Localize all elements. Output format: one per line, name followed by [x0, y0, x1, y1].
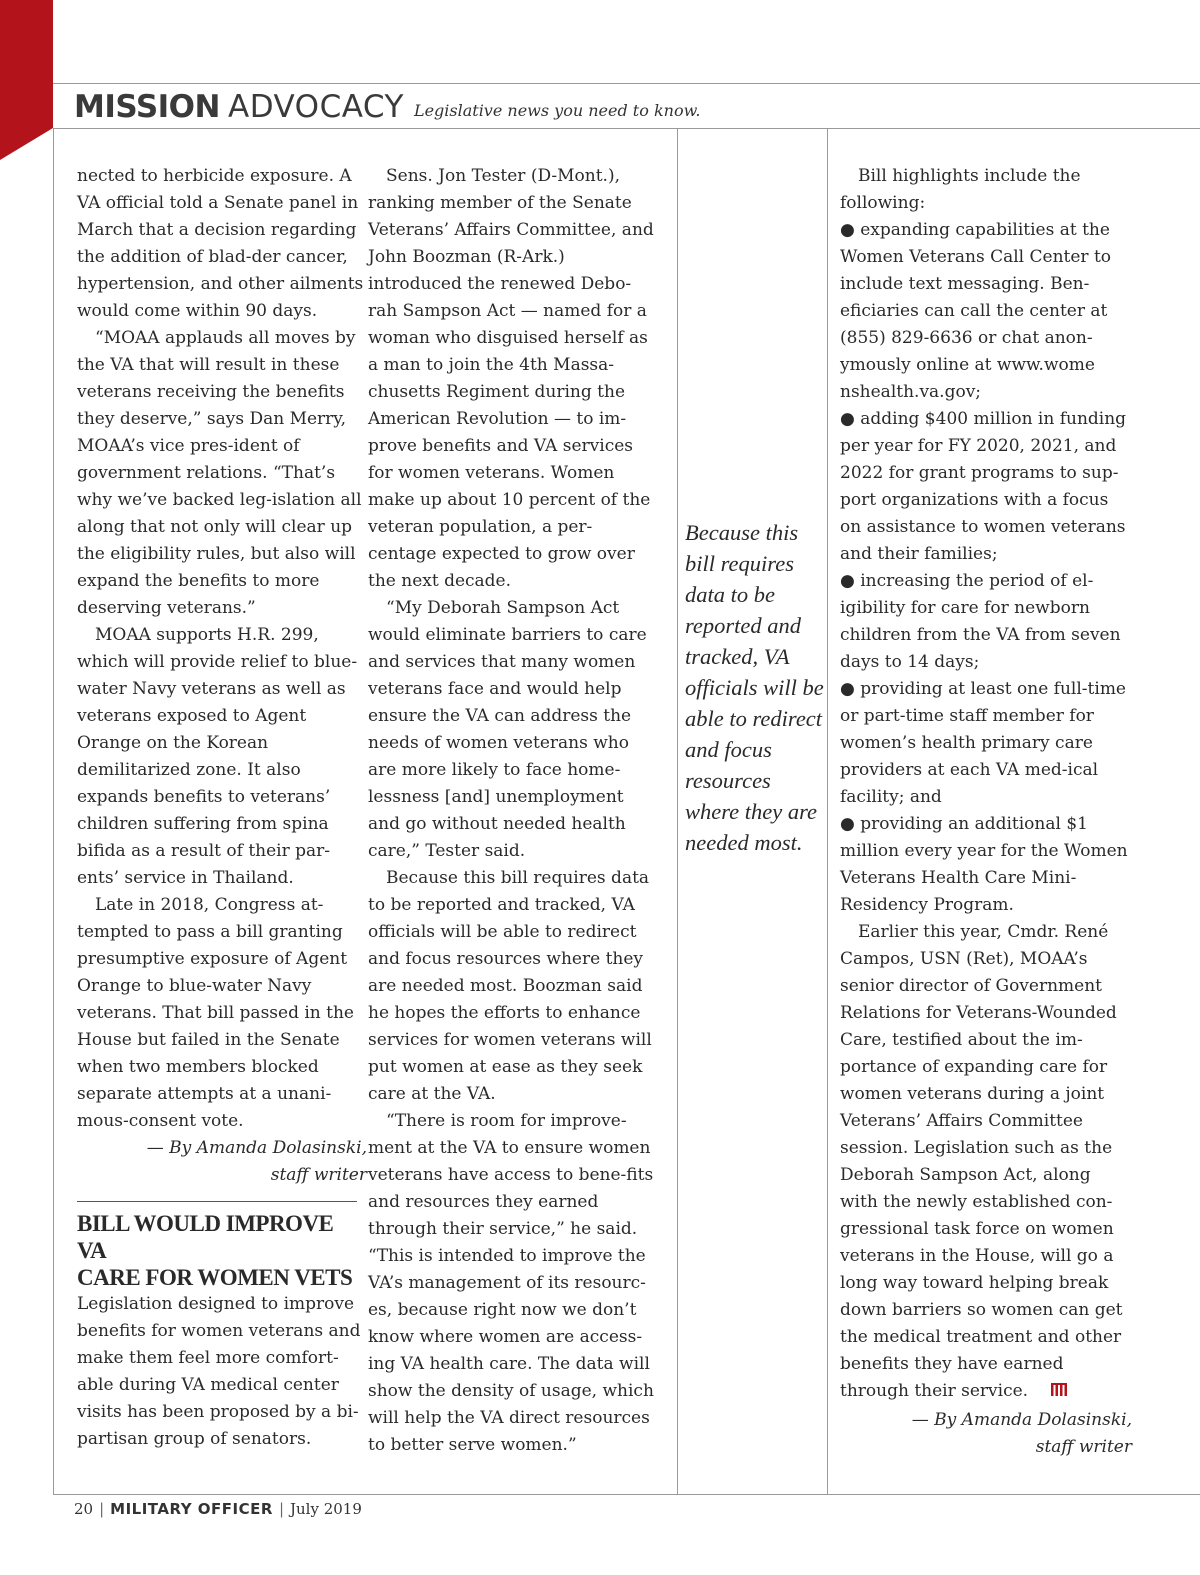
section-header	[74, 86, 700, 128]
page-footer	[74, 1498, 362, 1520]
end-mark-icon	[1032, 1380, 1068, 1407]
closing-paragraph	[840, 919, 1132, 1407]
article2-paragraph: Sens. Jon Tester (D-Mont.), ranking member of the Senate Veterans’ Affairs Committee, and John Boozman (R-Ark.) introduced the renewed Debo-rah Sampson Act — named for a woman who disguised herself as a man to join the 4th Massa-chusetts Regiment during the American Revolution — to im-prove benefits and VA services for women veterans. Women make up about 10 percent of the veteran population, a per-centage expected to grow over the next decade.	[368, 166, 654, 591]
end-mark-icon-shape	[1050, 1382, 1068, 1398]
article2-byline-role: staff writer	[1035, 1437, 1132, 1457]
pull-quote: Because this bill requires data to be reported and tracked, VA officials will be able to redirect and focus resources where they are needed most.	[685, 520, 824, 855]
footer-separator: |	[278, 1500, 284, 1518]
highlights-intro: Bill highlights include the following:	[840, 166, 1081, 213]
article1-byline-role: staff writer	[270, 1165, 367, 1185]
article1-paragraph: Late in 2018, Congress at-tempted to pass a bill granting presumptive exposure of Agent Orange to blue-water Navy veterans. That bill passed in the House but failed in the Senate when two members blocked separate attempts at a unani-mous-consent vote.	[77, 895, 354, 1131]
highlight-item: ● expanding capabilities at the Women Veterans Call Center to include text messaging. Ben-eficiaries can call the center at (855) 829-6636 or chat anon-ymously online at www.wome nshealth.va.gov;	[840, 220, 1112, 402]
closing-paragraph-text: Earlier this year, Cmdr. René Campos, USN (Ret), MOAA’s senior director of Government Relations for Veterans-Wounded Care, testified about the im-portance of expanding care for women veterans during a joint Veterans’ Affairs Committee session. Legislation such as the Deborah Sampson Act, along with the newly established con-gressional task force on women veterans in the House, will go a long way toward helping break down barriers so women can get the medical treatment and other benefits they have earned through their service.	[840, 922, 1123, 1401]
article1-paragraph: “MOAA applauds all moves by the VA that will result in these veterans receiving the benefits they deserve,” says Dan Merry, MOAA’s vice pres-ident of government relations. “That’s why we’ve backed leg-islation all along that not only will clear up the eligibility rules, but also will expand the benefits to more deserving veterans.”	[77, 328, 362, 618]
article2-paragraph: Because this bill requires data to be reported and tracked, VA officials will be able to redirect and focus resources where they are needed most. Boozman said he hopes the efforts to enhance services for women veterans will put women at ease as they seek care at the VA.	[368, 868, 652, 1104]
column-divider-left	[53, 128, 54, 1494]
column-1	[77, 163, 367, 1453]
highlight-item: ● increasing the period of el-igibility for care for newborn children from the VA from seven days to 14 days;	[840, 571, 1121, 672]
red-corner-tab	[0, 0, 53, 160]
footer-separator: |	[99, 1500, 105, 1518]
article2-byline-name: — By Amanda Dolasinski,	[911, 1410, 1132, 1430]
article2-headline-line1: BILL WOULD IMPROVE VA	[77, 1211, 334, 1263]
highlight-item: ● providing an additional $1 million every year for the Women Veterans Health Care Mini-Residency Program.	[840, 814, 1128, 915]
article-separator-rule	[77, 1201, 357, 1202]
article2-lead-paragraph: Legislation designed to improve benefits for women veterans and make them feel more comfort-able during VA medical center visits has been proposed by a bi-partisan group of senators.	[77, 1294, 361, 1449]
article1-paragraph: MOAA supports H.R. 299, which will provide relief to blue-water Navy veterans as well as veterans exposed to Agent Orange on the Korean demilitarized zone. It also expands benefits to veterans’ children suffering from spina bifida as a result of their par-ents’ service in Thailand.	[77, 625, 358, 888]
column-4	[840, 163, 1132, 1461]
highlight-item: ● providing at least one full-time or part-time staff member for women’s health primary care providers at each VA med-ical facility; and	[840, 679, 1126, 807]
publication-name: MILITARY OFFICER	[110, 1500, 273, 1518]
article1-byline-name: — By Amanda Dolasinski,	[146, 1138, 367, 1158]
section-title-light: ADVOCACY	[227, 89, 404, 125]
article2-headline-line2: CARE FOR WOMEN VETS	[77, 1265, 353, 1290]
article2-paragraph: “My Deborah Sampson Act would eliminate barriers to care and services that many women veterans face and would help ensure the VA can address the needs of women veterans who are more likely to face home-lessness [and] unemployment and go without needed health care,” Tester said.	[368, 598, 647, 861]
bottom-rule	[53, 1494, 1200, 1495]
page-number: 20	[74, 1500, 94, 1518]
column-2	[368, 163, 658, 1459]
article1-paragraph: nected to herbicide exposure. A VA official told a Senate panel in March that a decision regarding the addition of blad-der cancer, hypertension, and other ailments would come within 90 days.	[77, 166, 364, 321]
article2-paragraph: “There is room for improve-ment at the VA to ensure women veterans have access to bene-fits and resources they earned through their service,” he said. “This is intended to improve the VA’s management of its resourc-es, because right now we don’t know where women are access-ing VA health care. The data will show the density of usage, which will help the VA direct resources to better serve women.”	[368, 1111, 654, 1455]
column-divider-pullquote-left	[677, 128, 678, 1494]
highlight-item: ● adding $400 million in funding per year for FY 2020, 2021, and 2022 for grant programs to sup-port organizations with a focus on assistance to women veterans and their families;	[840, 409, 1127, 564]
section-tagline: Legislative news you need to know.	[413, 100, 701, 120]
issue-date: July 2019	[290, 1500, 362, 1518]
top-rule	[53, 83, 1200, 84]
section-title-bold: MISSION	[74, 89, 220, 125]
red-corner-tab-shape	[0, 0, 53, 160]
header-rule	[53, 128, 1200, 129]
column-divider-pullquote-right	[827, 128, 828, 1494]
